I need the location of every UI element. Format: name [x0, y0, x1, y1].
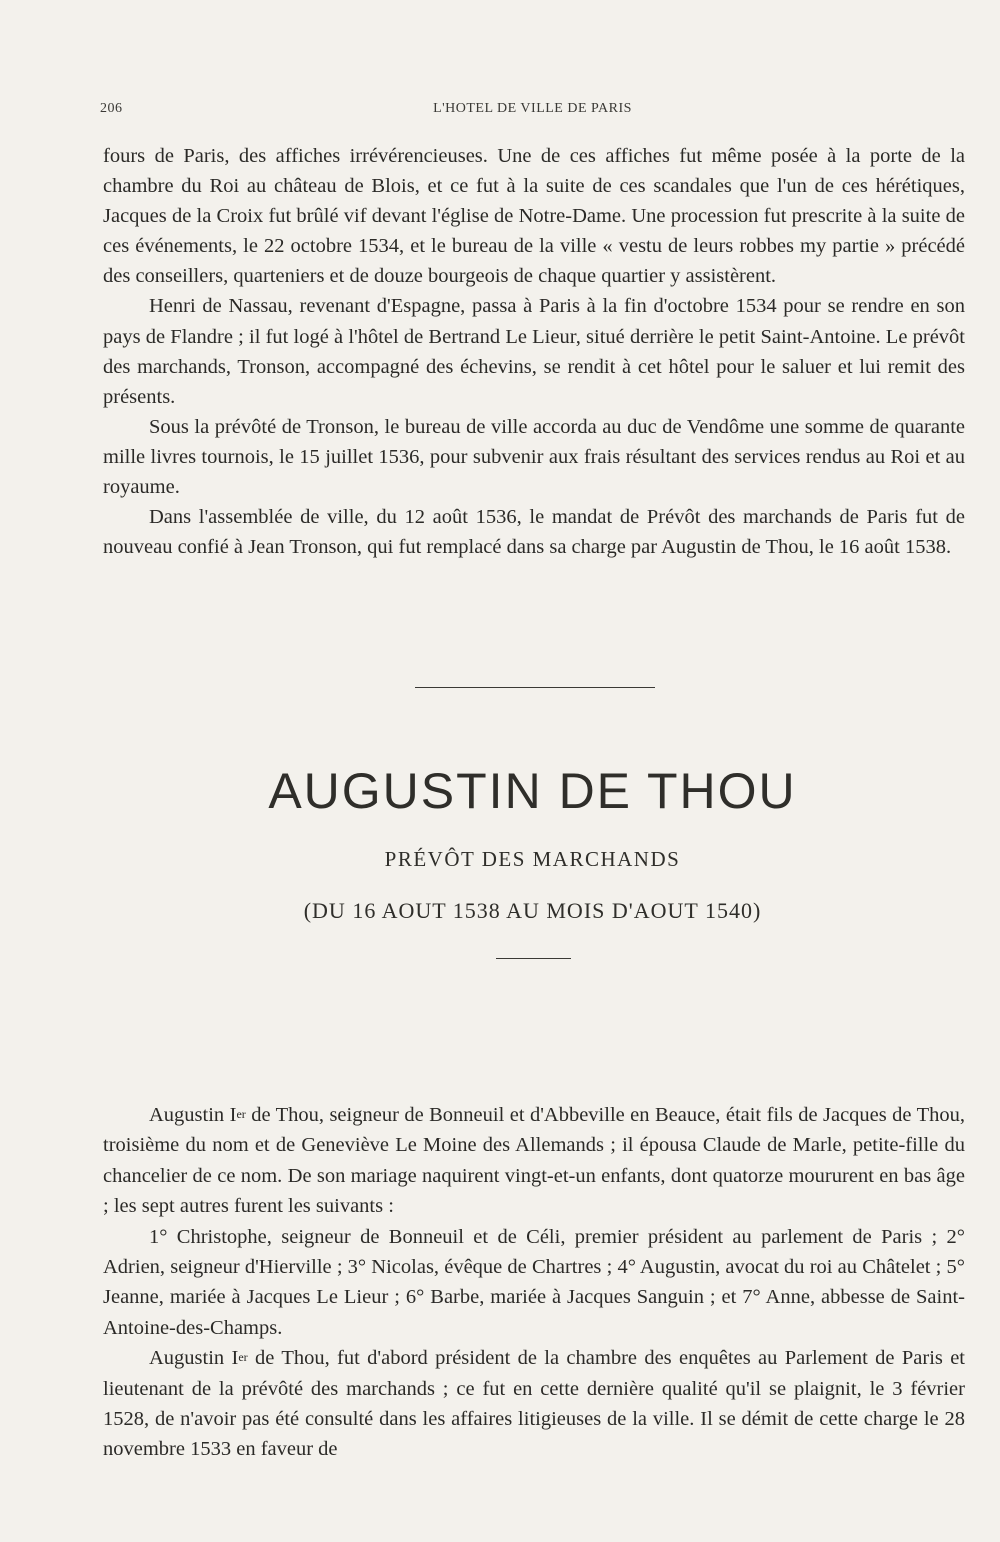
superscript: er — [236, 1107, 246, 1121]
paragraph: Henri de Nassau, revenant d'Espagne, passa à Paris à la fin d'octobre 1534 pour se rendre en son pays de Flandre ; il fut logé à l'hôtel de Bertrand Le Lieur, situé derrière le petit Saint-Antoine. Le prévôt des marchands, Tronson, accompagné des échevins, se rendit à cet hôtel pour le saluer et lui remit des présents. — [103, 295, 965, 408]
short-divider-rule — [496, 958, 571, 959]
running-title: L'HOTEL DE VILLE DE PARIS — [433, 101, 632, 116]
paragraph-text: Augustin I — [149, 1347, 239, 1370]
paragraph: fours de Paris, des affiches irrévérencieuses. Une de ces affiches fut même posée à la porte de la chambre du Roi au château de Blois, et ce fut à la suite de ces scandales que l'un de ces hérétiques, Jacques de la Croix fut brûlé vif devant l'église de Notre-Dame. Une procession fut prescrite à la suite de ces événements, le 22 octobre 1534, et le bureau de la ville « vestu de leurs robbes my partie » précédé des conseillers, quarteniers et de douze bourgeois de chaque quartier y assistèrent. — [103, 145, 965, 288]
running-header — [100, 101, 965, 121]
page-number: 206 — [100, 101, 123, 116]
paragraph — [103, 1222, 965, 1344]
paragraph: Dans l'assemblée de ville, du 12 août 1536, le mandat de Prévôt des marchands de Paris fut de nouveau confié à Jean Tronson, qui fut remplacé dans sa charge par Augustin de Thou, le 16 août 1538. — [103, 506, 965, 559]
paragraph — [103, 1343, 965, 1465]
section-dates — [100, 898, 965, 924]
paragraph-text: de Thou, seigneur de Bonneuil et d'Abbeville en Beauce, était fils de Jacques de Thou, troisième du nom et de Geneviève Le Moine des Allemands ; il épousa Claude de Marle, petite-fille du chancelier de ce nom. De son mariage naquirent vingt-et-un enfants, dont quatorze moururent en bas âge ; les sept autres furent les suivants : — [103, 1104, 965, 1218]
section-subtitle: PRÉVÔT DES MARCHANDS — [384, 847, 681, 871]
superscript: er — [238, 1350, 248, 1365]
body-text-top — [103, 141, 965, 562]
body-text-section — [103, 1100, 965, 1465]
paragraph-text: 1° Christophe, seigneur de Bonneuil et de Céli, premier président au parlement de Paris ; 2° Adrien, seigneur d'Hierville ; 3° Nicolas, évêque de Chartres ; 4° Augustin, avocat du roi au Châtelet ; 5° Jeanne, mariée à Jacques Le Lieur ; 6° Barbe, mariée à Jacques Sanguin ; et 7° Anne, abbesse de Saint-Antoine-des-Champs. — [103, 1225, 965, 1339]
section-title: AUGUSTIN DE THOU — [268, 763, 797, 819]
paragraph-text: de Thou, fut d'abord président de la chambre des enquêtes au Parlement de Paris et lieutenant de la prévôté des marchands ; ce fut en cette dernière qualité qu'il se plaignit, le 3 février 1528, de n'avoir pas été consulté dans les affaires litigieuses de la ville. Il se démit de cette charge le 28 novembre 1533 en faveur de — [103, 1347, 965, 1461]
section-divider-rule — [415, 687, 655, 688]
paragraph: Sous la prévôté de Tronson, le bureau de ville accorda au duc de Vendôme une somme de quarante mille livres tournois, le 15 juillet 1536, pour subvenir aux frais résultant des services rendus au Roi et au royaume. — [103, 415, 965, 499]
paragraph-text: Augustin I — [149, 1104, 237, 1126]
section-dates-text: (DU 16 AOUT 1538 AU MOIS D'AOUT 1540) — [303, 898, 762, 923]
paragraph — [103, 1100, 965, 1222]
